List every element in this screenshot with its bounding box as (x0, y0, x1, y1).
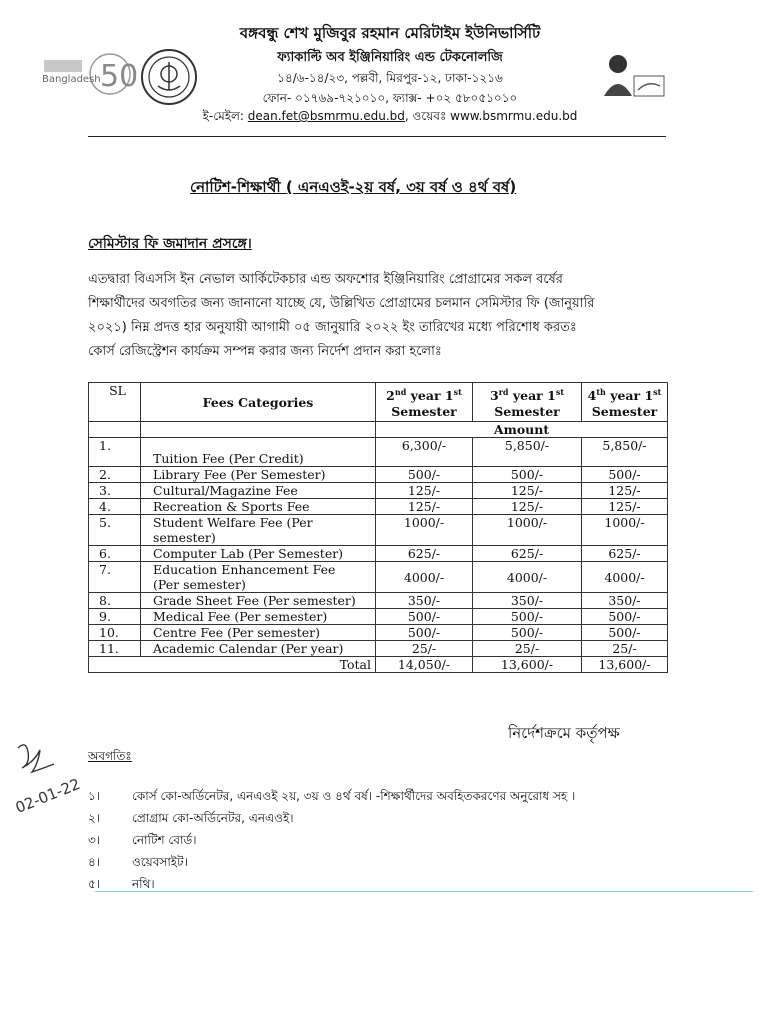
list-item: ২। প্রোগ্রাম কো-অর্ডিনেটর, এনএওই। (88, 811, 294, 825)
cc-label: অবগতিঃ (88, 749, 132, 763)
list-item: ৫। নথি। (88, 877, 155, 891)
header-2nd-year: 2nd year 1st Semester (376, 383, 473, 422)
list-item: ৩। নোটিশ বোর্ড। (88, 833, 197, 847)
total-4th-year: 13,600/- (582, 657, 668, 673)
body-line-3: ২০২১) নিম্ন প্রদত্ত হার অনুযায়ী আগামী ০৫ জানুয়ারি ২০২২ ইং তারিখের মধ্যে পরিশোধ করতঃ (88, 320, 577, 335)
table-row: 3. Cultural/Magazine Fee 125/- 125/- 125/- (89, 483, 668, 499)
bottom-divider (95, 891, 753, 892)
phone-fax: ফোন- ০১৭৬৯-৭২১০১০, ফ্যাক্স- +০২ ৫৮০৫১০১০ (262, 91, 518, 105)
handwritten-signature (10, 738, 90, 818)
portrait-logo (598, 46, 668, 102)
table-row: 11. Academic Calendar (Per year) 25/- 25/- 25/- (89, 641, 668, 657)
body-line-1: এতদ্বারা বিএসসি ইন নেভাল আর্কিটেকচার এন্ড অফশোর ইঞ্জিনিয়ারিং প্রোগ্রামের সকল বর্ষের (88, 272, 563, 287)
faculty-name: ফ্যাকাল্টি অব ইঞ্জিনিয়ারিং এন্ড টেকনোলজি (277, 50, 503, 65)
email-prefix: ই-মেইল: (202, 109, 248, 123)
logo-number: 50 (100, 59, 139, 94)
header-4th-year: 4th year 1st Semester (582, 383, 668, 422)
list-item: ১। কোর্স কো-অর্ডিনেটর, এনএওই ২য়, ৩য় ও ৪র্থ বর্ষ। -শিক্ষার্থীদের অবহিতকরণের অনুরোধ সহ । (88, 789, 576, 803)
header-3rd-year: 3rd year 1st Semester (473, 383, 582, 422)
total-row (89, 657, 668, 673)
notice-title: নোটিশ-শিক্ষার্থী ( এনএওই-২য় বর্ষ, ৩য় বর্ষ ও ৪র্থ বর্ষ) (190, 178, 517, 196)
table-row: 4. Recreation & Sports Fee 125/- 125/- 125/- (89, 499, 668, 515)
total-2nd-year: 14,050/- (376, 657, 473, 673)
svg-text:02-01-22: 02-01-22 (12, 774, 83, 818)
body-line-4: কোর্স রেজিস্ট্রেশন কার্যক্রম সম্পন্ন করার জন্য নির্দেশ প্রদান করা হলোঃ (88, 344, 442, 359)
fees-table (88, 382, 668, 673)
table-row: 6. Computer Lab (Per Semester) 625/- 625/- 625/- (89, 546, 668, 562)
header-sl: SL (89, 383, 141, 422)
web-prefix: , ওয়েবঃ (404, 109, 451, 123)
table-row: 9. Medical Fee (Per semester) 500/- 500/- 500/- (89, 609, 668, 625)
header-divider (88, 136, 666, 137)
email-link[interactable]: dean.fet@bsmrmu.edu.bd (247, 109, 405, 123)
logo-country: Bangladesh (42, 74, 101, 85)
total-3rd-year: 13,600/- (473, 657, 582, 673)
university-name: বঙ্গবন্ধু শেখ মুজিবুর রহমান মেরিটাইম ইউনিভার্সিটি (239, 24, 541, 42)
email-web (180, 108, 600, 128)
table-row: 7. Education Enhancement Fee (Per semester) 4000/- 4000/- 4000/- (89, 562, 668, 593)
bangladesh-50-logo (40, 46, 139, 102)
amount-label: Amount (376, 422, 668, 438)
table-row: 1. Tuition Fee (Per Credit) 6,300/- 5,850/- 5,850/- (89, 438, 668, 467)
header-category: Fees Categories (141, 383, 376, 422)
total-label: Total (89, 657, 376, 673)
table-header-row (89, 383, 668, 422)
table-row: 5. Student Welfare Fee (Per semester) 1000/- 1000/- 1000/- (89, 515, 668, 546)
address: ১৪/৬-১৪/২৩, পল্লবী, মিরপুর-১২, ঢাকা-১২১৬ (277, 71, 503, 85)
table-row: 10. Centre Fee (Per semester) 500/- 500/- 500/- (89, 625, 668, 641)
notice-subject: সেমিস্টার ফি জমাদান প্রসঙ্গে। (88, 236, 252, 252)
amount-subheader-row (89, 422, 668, 438)
list-item: ৪। ওয়েবসাইট। (88, 855, 188, 869)
authority-signature-line: নির্দেশক্রমে কর্তৃপক্ষ (508, 724, 620, 742)
table-row: 2. Library Fee (Per Semester) 500/- 500/- 500/- (89, 467, 668, 483)
table-row: 8. Grade Sheet Fee (Per semester) 350/- 350/- 350/- (89, 593, 668, 609)
body-line-2: শিক্ষার্থীদের অবগতির জন্য জানানো যাচ্ছে যে, উল্লিখিত প্রোগ্রামের চলমান সেমিস্টার ফি (জানুয়ারি (88, 296, 595, 311)
web-link[interactable]: www.bsmrmu.edu.bd (450, 109, 578, 123)
